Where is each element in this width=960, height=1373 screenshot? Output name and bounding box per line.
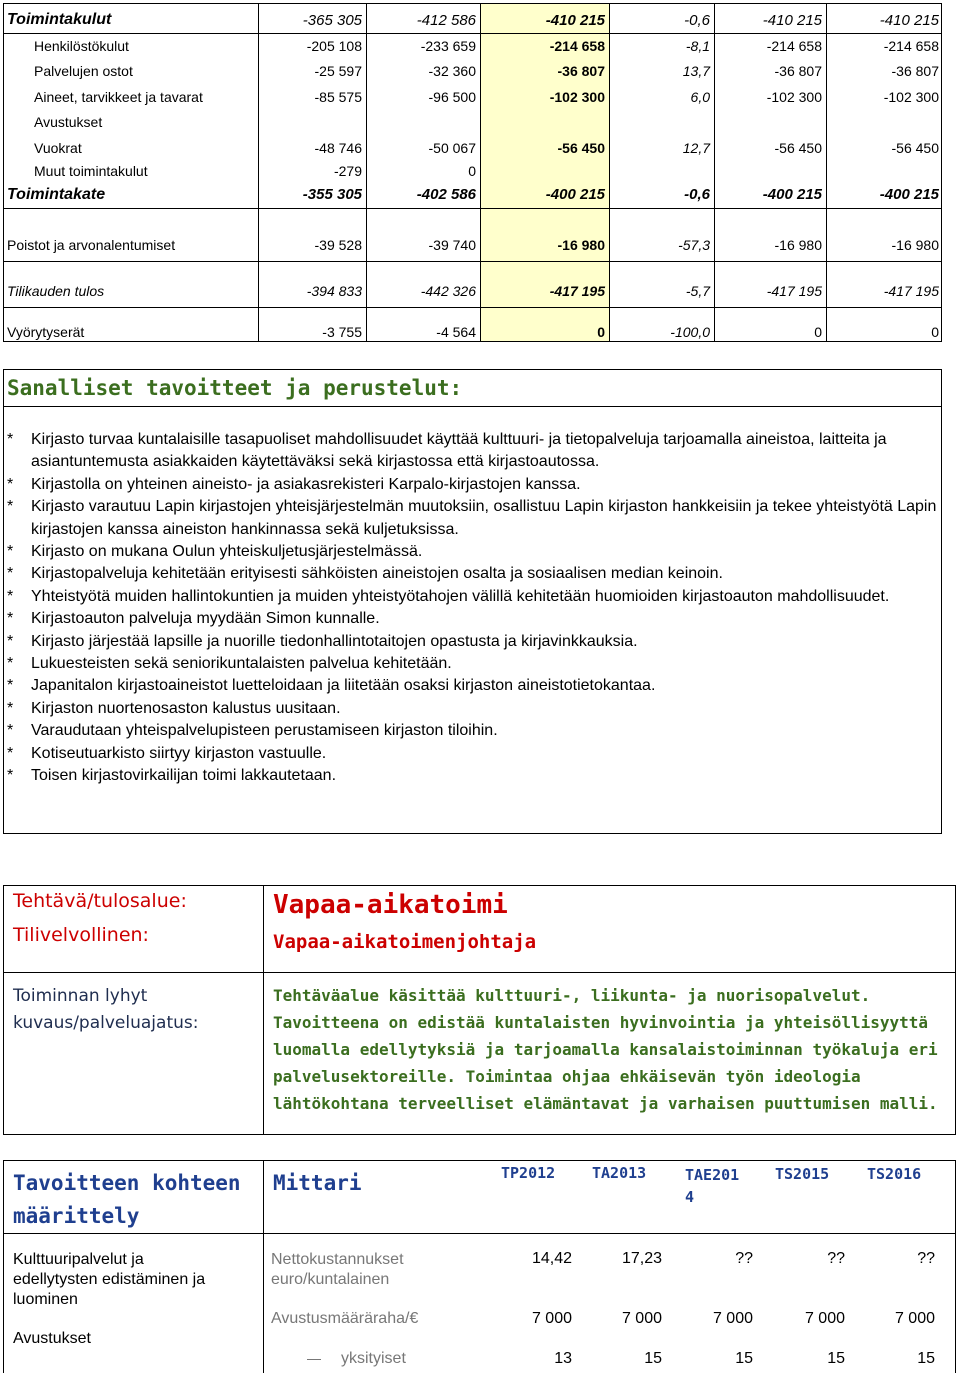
- budget-cell: 0: [814, 323, 822, 340]
- budget-cell: -102 300: [883, 88, 939, 105]
- budget-cell: 12,7: [682, 139, 710, 156]
- budget-cell: [262, 109, 362, 135]
- metric-value: 15: [917, 1350, 935, 1367]
- goal-text: Kirjasto turvaa kuntalaisille tasapuoliset mahdollisuudet käyttää kulttuuri- ja tietopalveluja tarjoamalla aineistoa, laitteita ja asiantuntemusta asiakkaiden käytettäväksi sekä kirjastossa että kirjastoautossa.: [31, 431, 887, 471]
- metric-value: 14,42: [531, 1250, 572, 1267]
- goals-list: [4, 407, 941, 788]
- unit-description-line: Tehtäväalue käsittää kulttuuri-, liikunta- ja nuorisopalvelut.: [273, 986, 871, 1005]
- budget-cell: -100,0: [670, 323, 710, 340]
- budget-row-label: Palvelujen ostot: [34, 63, 133, 79]
- budget-cell: -16 980: [557, 236, 605, 253]
- budget-cell: -355 305: [302, 186, 362, 203]
- budget-cell: -16 980: [774, 236, 822, 253]
- goal-text: Japanitalon kirjastoaineistot luetteloidaan ja liitetään osaksi kirjaston aineistotietokantaa.: [31, 677, 656, 695]
- goal-text: Kirjastopalveluja kehitetään erityisesti sähköisten aineistojen osalta ja sosiaalisen median keinoin.: [31, 565, 723, 583]
- bullet-asterisk: *: [7, 587, 14, 605]
- budget-cell: [480, 109, 605, 135]
- goal-item: [7, 743, 941, 765]
- budget-cell: -36 807: [774, 63, 822, 79]
- metrics-divider: [4, 1233, 955, 1234]
- label-responsible: Tilivelvollinen:: [13, 924, 149, 946]
- goal-item: [7, 474, 941, 496]
- budget-row: [4, 321, 941, 342]
- budget-row-label: Toimintakate: [7, 185, 106, 203]
- budget-row: [4, 160, 941, 181]
- budget-row: [4, 7, 941, 34]
- goal-item: [7, 429, 941, 474]
- goal-text: Yhteistyötä muiden hallintokuntien ja muiden yhteistyötahojen välillä kehitetään huomioiden kirjastoauton mahdollisuudet.: [31, 587, 890, 605]
- budget-cell: -233 659: [420, 37, 476, 54]
- bullet-asterisk: *: [7, 744, 14, 762]
- bullet-asterisk: *: [7, 431, 14, 448]
- goal-item: [7, 563, 941, 585]
- goal-text: Lukuesteisten sekä seniorikuntalaisten palvelua kehitetään.: [31, 655, 452, 673]
- budget-cell: -102 300: [766, 88, 822, 105]
- bullet-asterisk: *: [7, 655, 14, 673]
- unit-info-table: [3, 885, 956, 1135]
- meter-net-cost: Nettokustannukset euro/kuntalainen: [271, 1251, 404, 1288]
- metric-value: 15: [644, 1350, 662, 1367]
- goal-text: Kotiseutuarkisto siirtyy kirjaston vastuulle.: [31, 744, 327, 762]
- budget-cell: -400 215: [762, 186, 822, 203]
- budget-cell: -39 740: [428, 236, 476, 253]
- bullet-asterisk: *: [7, 498, 14, 516]
- goal-text: Kirjasto on mukana Oulun yhteiskuljetusjärjestelmässä.: [31, 543, 423, 561]
- budget-cell: -56 450: [557, 139, 605, 156]
- metric-value: ??: [827, 1250, 845, 1267]
- budget-cell: [366, 109, 476, 135]
- budget-cell: -417 195: [549, 282, 605, 299]
- goal-item: [7, 653, 941, 675]
- budget-cell: [610, 160, 710, 181]
- goal-text: Kirjaston nuortenosaston kalustus uusitaan.: [31, 699, 341, 717]
- unit-description-line: luomalla edellytyksiä ja tarjoamalla kansalaistoiminnan työkaluja eri: [273, 1040, 938, 1059]
- bullet-asterisk: *: [7, 677, 14, 695]
- budget-cell: [714, 160, 822, 181]
- metric-value: 7 000: [621, 1310, 662, 1327]
- goal-text: Kirjasto varautuu Lapin kirjastojen yhteisjärjestelmän muutoksiin, osallistuu Lapin kirjaston hankkeisiin ja tekee yhteistyötä Lapin kirjastojen kanssa aineiston hankinnassa sekä kuljetuksissa.: [31, 498, 937, 538]
- goal-target-grants: Avustukset: [13, 1330, 91, 1347]
- metric-value: 7 000: [531, 1310, 572, 1327]
- unit-area-name: Vapaa-aikatoimi: [273, 890, 508, 920]
- goal-item: [7, 675, 941, 697]
- budget-row-label: Vuokrat: [34, 139, 82, 156]
- budget-cell: [714, 109, 822, 135]
- bullet-asterisk: *: [7, 610, 14, 628]
- bullet-asterisk: *: [7, 475, 14, 493]
- metric-value: 7 000: [894, 1310, 935, 1327]
- budget-cell: -205 108: [306, 37, 362, 54]
- metric-value: 7 000: [804, 1310, 845, 1327]
- goal-item: [7, 631, 941, 653]
- header-col-ts2016: TS2016: [867, 1165, 922, 1183]
- budget-cell: -3 755: [322, 323, 362, 340]
- budget-cell: -50 067: [428, 139, 476, 156]
- metric-value: ??: [917, 1250, 935, 1267]
- budget-cell: -0,6: [684, 11, 710, 29]
- budget-cell: -36 807: [891, 63, 939, 79]
- metrics-divider: [263, 1161, 264, 1373]
- budget-cell: 0: [468, 162, 476, 179]
- goal-item: [7, 720, 941, 742]
- metric-value: 15: [735, 1350, 753, 1367]
- budget-cell: 13,7: [682, 63, 710, 79]
- budget-cell: -279: [333, 162, 362, 179]
- budget-cell: [610, 109, 710, 135]
- goal-item: [7, 765, 941, 787]
- budget-row-label: Poistot ja arvonalentumiset: [7, 236, 176, 253]
- budget-cell: -214 658: [766, 37, 822, 54]
- budget-cell: -417 195: [883, 282, 939, 299]
- goal-item: [7, 608, 941, 630]
- sub-item-dash: [307, 1359, 321, 1360]
- bullet-asterisk: *: [7, 722, 14, 740]
- budget-row: [4, 228, 941, 262]
- unit-divider: [4, 972, 955, 973]
- goals-heading: Sanalliset tavoitteet ja perustelut:: [4, 370, 941, 407]
- budget-cell: -417 195: [766, 282, 822, 299]
- budget-row: [4, 58, 941, 84]
- header-col-ts2015: TS2015: [775, 1165, 830, 1183]
- unit-description-line: lähtökohtana terveelliset elämäntavat ja varhaisen puuttumisen malli.: [273, 1094, 938, 1113]
- unit-description-line: palvelusektoreille. Toimintaa ohjaa ehkäisevän työn ideologia: [273, 1067, 861, 1086]
- metric-value: 13: [554, 1350, 572, 1367]
- metric-value: 7 000: [712, 1310, 753, 1327]
- budget-cell: 0: [931, 323, 939, 340]
- budget-row: [4, 84, 941, 109]
- unit-description-line: Tavoitteena on edistää kuntalaisten hyvinvointia ja yhteisöllisyyttä: [273, 1013, 929, 1032]
- goal-text: Kirjasto järjestää lapsille ja nuorille tiedonhallintotaitojen opastusta ja kirjavinkkauksia.: [31, 632, 638, 650]
- budget-cell: -365 305: [302, 11, 362, 29]
- budget-cell: 6,0: [690, 88, 710, 105]
- metric-value: ??: [735, 1250, 753, 1267]
- budget-cell: -410 215: [545, 11, 605, 29]
- budget-cell: -410 215: [879, 11, 939, 29]
- goal-item: [7, 496, 941, 541]
- unit-description: [273, 982, 938, 1117]
- budget-cell: -48 746: [314, 139, 362, 156]
- budget-cell: -85 575: [314, 88, 362, 105]
- budget-row-label: Tilikauden tulos: [7, 282, 105, 299]
- budget-cell: [829, 109, 939, 135]
- header-col-tp2012: TP2012: [501, 1164, 556, 1182]
- budget-cell: -56 450: [891, 139, 939, 156]
- goal-text: Toisen kirjastovirkailijan toimi lakkautetaan.: [31, 767, 337, 785]
- goal-text: Kirjastolla on yhteinen aineisto- ja asiakasrekisteri Karpalo-kirjastojen kanssa.: [31, 475, 581, 493]
- budget-cell: -400 215: [545, 186, 605, 203]
- budget-cell: -412 586: [416, 11, 476, 29]
- budget-cell: -0,6: [684, 186, 710, 203]
- budget-cell: -25 597: [314, 63, 362, 79]
- budget-cell: -394 833: [306, 282, 362, 299]
- budget-cell: [829, 160, 939, 181]
- budget-row-label: Avustukset: [34, 114, 103, 130]
- budget-cell: -102 300: [549, 88, 605, 105]
- budget-cell: -402 586: [416, 186, 476, 203]
- label-description: Toiminnan lyhyt kuvaus/palveluajatus:: [13, 986, 199, 1033]
- budget-cell: -39 528: [314, 236, 362, 253]
- bullet-asterisk: *: [7, 543, 14, 561]
- budget-cell: [480, 160, 605, 181]
- budget-cell: -16 980: [891, 236, 939, 253]
- budget-cell: -214 658: [883, 37, 939, 54]
- bullet-asterisk: *: [7, 565, 14, 583]
- budget-cell: -56 450: [774, 139, 822, 156]
- budget-cell: -8,1: [685, 37, 710, 54]
- budget-cell: -32 360: [428, 63, 476, 79]
- budget-cell: -96 500: [428, 88, 476, 105]
- budget-cell: 0: [597, 323, 605, 340]
- bullet-asterisk: *: [7, 699, 14, 717]
- goal-item: [7, 698, 941, 720]
- budget-cell: -5,7: [685, 282, 710, 299]
- meter-grant-amount: Avustusmääräraha/€: [271, 1310, 419, 1327]
- header-goal-target: Tavoitteen kohteen määrittely: [13, 1171, 241, 1228]
- budget-cell: -4 564: [436, 323, 476, 340]
- budget-row-label: Aineet, tarvikkeet ja tavarat: [34, 88, 203, 105]
- budget-cell: -214 658: [549, 37, 605, 54]
- budget-row-label: Henkilöstökulut: [34, 37, 129, 54]
- header-col-tae2014: TAE201 4: [685, 1166, 740, 1206]
- budget-row: [4, 181, 941, 209]
- verbal-goals-box: [3, 369, 942, 834]
- meter-private: yksityiset: [341, 1350, 406, 1367]
- budget-cell: -442 326: [420, 282, 476, 299]
- budget-table: [3, 3, 942, 342]
- bullet-asterisk: *: [7, 767, 14, 785]
- budget-row: [4, 135, 941, 160]
- metrics-table: [3, 1160, 956, 1373]
- bullet-asterisk: *: [7, 632, 14, 650]
- goal-text: Kirjastoauton palveluja myydään Simon kunnalle.: [31, 610, 380, 628]
- budget-row: [4, 274, 941, 308]
- goal-item: [7, 586, 941, 608]
- header-col-ta2013: TA2013: [592, 1164, 647, 1182]
- unit-responsible: Vapaa-aikatoimenjohtaja: [273, 931, 537, 953]
- budget-row-label: Muut toimintakulut: [34, 162, 148, 179]
- budget-cell: -400 215: [879, 186, 939, 203]
- unit-divider: [263, 886, 264, 1134]
- budget-row: [4, 109, 941, 135]
- budget-row-label: Toimintakulut: [7, 11, 112, 28]
- header-meter: Mittari: [273, 1171, 362, 1195]
- budget-row-label: Vyörytyserät: [7, 323, 85, 340]
- goal-target-culture: Kulttuuripalvelut ja edellytysten edistäminen ja luominen: [13, 1251, 206, 1308]
- metric-value: 17,23: [621, 1250, 662, 1267]
- budget-cell: -36 807: [557, 63, 605, 79]
- metric-value: 15: [827, 1350, 845, 1367]
- goal-text: Varaudutaan yhteispalvelupisteen perustamiseen kirjaston tiloihin.: [31, 722, 498, 740]
- goal-item: [7, 541, 941, 563]
- budget-cell: -410 215: [762, 11, 822, 29]
- label-area: Tehtävä/tulosalue:: [13, 890, 187, 912]
- budget-row: [4, 33, 941, 58]
- budget-cell: -57,3: [678, 236, 710, 253]
